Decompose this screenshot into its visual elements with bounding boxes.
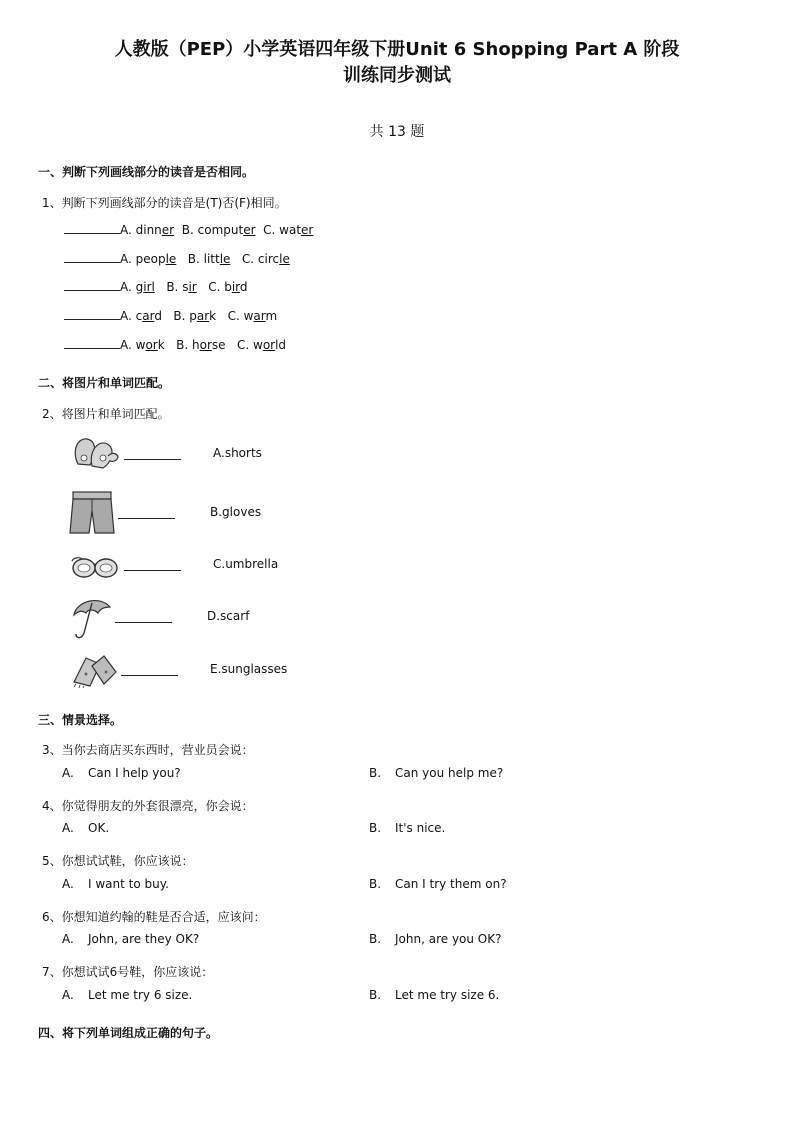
question-7-option-a[interactable]: A. Let me try 6 size. <box>62 988 193 1002</box>
question-4-option-a[interactable]: A. OK. <box>62 821 110 835</box>
section4-heading: 四、将下列单词组成正确的句子。 <box>38 1026 219 1040</box>
match-word-b: B.gloves <box>210 505 262 519</box>
pronunciation-row-2: A. people B. little C. circle <box>64 251 290 266</box>
question-7-stem: 7、你想试试6号鞋，你应该说： <box>42 965 214 979</box>
sunglasses-picture <box>70 551 120 583</box>
question-5-stem: 5、你想试试鞋，你应该说： <box>42 854 194 868</box>
page-title: 人教版（PEP）小学英语四年级下册Unit 6 Shopping Part A 阶段 <box>114 39 680 60</box>
question-6-stem: 6、你想知道约翰的鞋是否合适，应该问： <box>42 910 266 924</box>
answer-blank[interactable] <box>64 279 120 291</box>
question-6-option-a[interactable]: A. John, are they OK? <box>62 932 200 946</box>
question-4-option-b[interactable]: B. It's nice. <box>369 821 446 835</box>
pronunciation-row-3: A. girl B. sir C. bird <box>64 279 248 294</box>
match-word-a: A.shorts <box>213 446 262 460</box>
page-title-line2: 训练同步测试 <box>343 65 451 86</box>
match-word-c: C.umbrella <box>213 557 279 571</box>
match-blank-5[interactable] <box>121 664 178 676</box>
match-blank-1[interactable] <box>124 448 181 460</box>
question-7-option-b[interactable]: B. Let me try size 6. <box>369 988 500 1002</box>
section1-heading: 一、判断下列画线部分的读音是否相同。 <box>38 165 255 179</box>
answer-blank[interactable] <box>64 337 120 349</box>
pronunciation-row-5: A. work B. horse C. world <box>64 337 286 352</box>
match-blank-4[interactable] <box>115 611 172 623</box>
question-3-option-a[interactable]: A. Can I help you? <box>62 766 181 780</box>
question-3-option-b[interactable]: B. Can you help me? <box>369 766 504 780</box>
question-1-stem: 1、判断下列画线部分的读音是(T)否(F)相同。 <box>42 196 287 210</box>
answer-blank[interactable] <box>64 308 120 320</box>
question-2-stem: 2、将图片和单词匹配。 <box>42 407 170 421</box>
match-blank-2[interactable] <box>118 507 175 519</box>
answer-blank[interactable] <box>64 251 120 263</box>
match-blank-3[interactable] <box>124 559 181 571</box>
question-3-stem: 3、当你去商店买东西时，营业员会说： <box>42 743 254 757</box>
question-6-option-b[interactable]: B. John, are you OK? <box>369 932 502 946</box>
question-5-option-b[interactable]: B. Can I try them on? <box>369 877 507 891</box>
question-count: 共 13 题 <box>369 124 425 140</box>
gloves-picture <box>72 434 122 474</box>
section2-heading: 二、将图片和单词匹配。 <box>38 376 171 390</box>
umbrella-picture <box>70 593 114 641</box>
match-word-e: E.sunglasses <box>210 662 288 676</box>
pronunciation-row-1: A. dinner B. computer C. water <box>64 222 313 237</box>
question-4-stem: 4、你觉得朋友的外套很漂亮，你会说： <box>42 799 254 813</box>
answer-blank[interactable] <box>64 222 120 234</box>
pronunciation-row-4: A. card B. park C. warm <box>64 308 277 323</box>
section3-heading: 三、情景选择。 <box>38 713 123 727</box>
shorts-picture <box>67 489 117 537</box>
scarf-picture <box>70 652 120 688</box>
match-word-d: D.scarf <box>207 609 250 623</box>
question-5-option-a[interactable]: A. I want to buy. <box>62 877 169 891</box>
